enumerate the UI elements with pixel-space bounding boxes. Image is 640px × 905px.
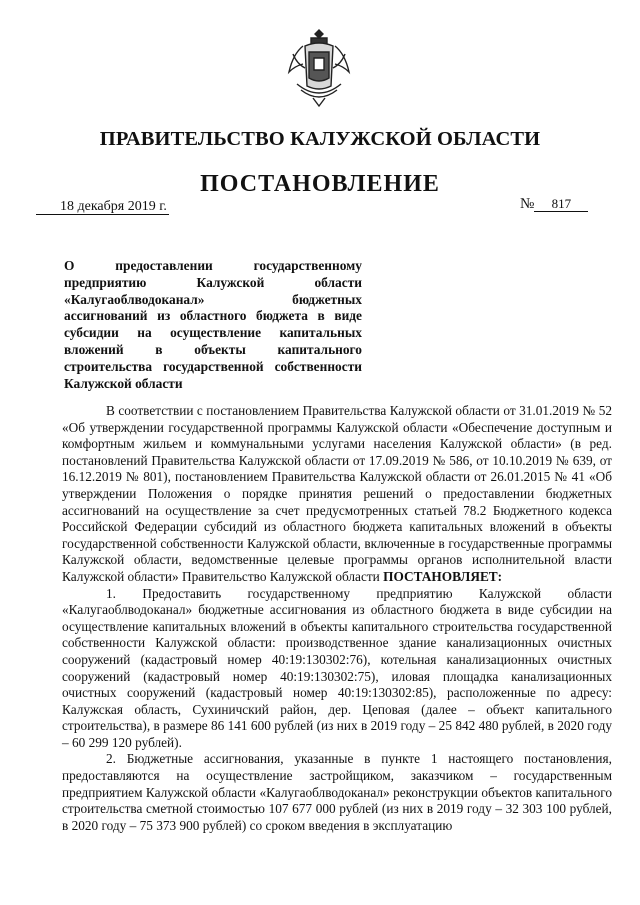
document-date: 18 декабря 2019 г. (36, 200, 169, 215)
government-title: ПРАВИТЕЛЬСТВО КАЛУЖСКОЙ ОБЛАСТИ (99, 128, 541, 150)
document-number: 817 (534, 196, 588, 212)
document-number-block (520, 196, 588, 213)
item-2-paragraph: 2. Бюджетные ассигнования, указанные в пункте 1 настоящего постановления, предоставляются на осуществление застройщиком, заказчиком – государственным предприятием Калужской области «Калугаоблводоканал» реконструкции объектов капитального строительства сметной стоимостью 107 677 000 рублей (из них в 2019 году – 32 303 100 рублей, в 2020 году – 75 373 900 рублей) со сроком введения в эксплуатацию (62, 751, 612, 833)
preamble-text: В соответствии с постановлением Правительства Калужской области от 31.01.2019 № 52 «Об утверждении государственной программы Калужской области «Обеспечение доступным и комфортным жильем и коммунальными услугами населения Калужской области» (в ред. постановлений Правительства Калужской области от 17.09.2019 № 586, от 10.10.2019 № 639, от 16.12.2019 № 801), постановлением Правительства Калужской области от 26.01.2015 № 41 «Об утверждении Положения о порядке принятия решений о предоставлении бюджетных ассигнований на осуществление за счет предусмотренных статьей 78.2 Бюджетного кодекса Российской Федерации субсидий из областного бюджета капитальных вложений в объекты государственной собственности Калужской области, включенные в государственные программы Калужской области, ведомственные целевые программы органов исполнительной власти Калужской области» Правительство Калужской области (62, 403, 612, 584)
number-label: № (520, 196, 535, 212)
document-subject: О предоставлении государственному предприятию Калужской области «Калугаоблводоканал» бюджетных ассигнований из областного бюджета в виде субсидии на осуществление капитальных вложений в объекты капитального строительства государственной собственности Калужской области (64, 258, 362, 391)
item-1-paragraph: 1. Предоставить государственному предприятию Калужской области «Калугаоблводоканал» бюджетные ассигнования из областного бюджета в виде субсидии на осуществление капитальных вложений в объекты капитального строительства государственной собственности Калужской области: производственное здание канализационных очистных сооружений (кадастровый номер 40:19:130302:76), котельная канализационных очистных сооружений (кадастровый номер 40:19:130302:75), иловая площадка канализационных очистных сооружений (кадастровый номер 40:19:130302:85), расположенные по адресу: Калужская область, Сухиничский район, дер. Цеповая (далее – объект капитального строительства), в размере 86 141 600 рублей (из них в 2019 году – 25 842 480 рублей, в 2020 году – 60 299 120 рублей). (62, 585, 612, 750)
resolves-keyword: ПОСТАНОВЛЯЕТ: (383, 568, 503, 584)
preamble-paragraph (62, 403, 612, 586)
document-type-title: ПОСТАНОВЛЕНИЕ (200, 171, 440, 197)
document-body (62, 403, 612, 834)
coat-of-arms-emblem (283, 24, 355, 112)
